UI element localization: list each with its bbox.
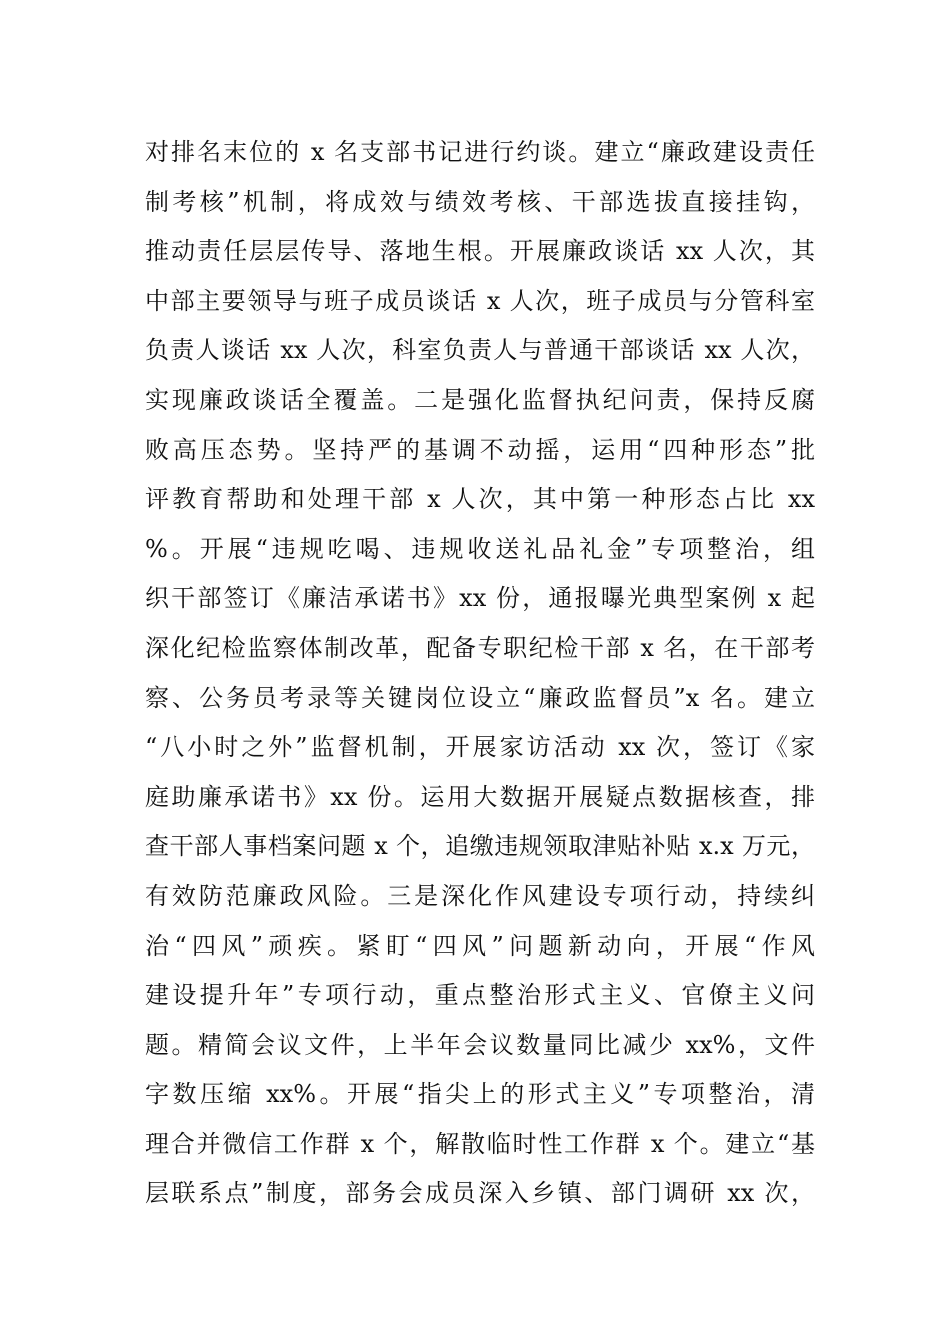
text-line: 对排名末位的 x 名支部书记进行约谈。建立“廉政建设责任 [145,138,815,166]
text-line: 题。精简会议文件，上半年会议数量同比减少 xx%，文件 [145,1030,815,1059]
text-line: 败高压态势。坚持严的基调不动摇，运用“四种形态”批 [145,435,815,464]
text-line: 有效防范廉政风险。三是深化作风建设专项行动，持续纠 [145,881,815,910]
text-line: 察、公务员考录等关键岗位设立“廉政监督员”x 名。建立 [145,683,815,712]
text-line: 负责人谈话 xx 人次，科室负责人与普通干部谈话 xx 人次， [145,336,815,365]
text-line: “八小时之外”监督机制，开展家访活动 xx 次，签订《家 [145,733,815,762]
text-line: 建设提升年”专项行动，重点整治形式主义、官僚主义问 [145,981,815,1010]
text-line: 查干部人事档案问题 x 个，追缴违规领取津贴补贴 x.x 万元， [145,832,815,861]
text-line: 字数压缩 xx%。开展“指尖上的形式主义”专项整治，清 [145,1080,815,1109]
text-line: %。开展“违规吃喝、违规收送礼品礼金”专项整治，组 [145,534,815,563]
text-line: 中部主要领导与班子成员谈话 x 人次，班子成员与分管科室 [145,286,815,315]
text-line: 织干部签订《廉洁承诺书》xx 份，通报曝光典型案例 x 起 [145,584,815,613]
text-line: 深化纪检监察体制改革，配备专职纪检干部 x 名，在干部考 [145,633,815,662]
text-line: 治“四风”顽疾。紧盯“四风”问题新动向，开展“作风 [145,931,815,960]
text-line: 实现廉政谈话全覆盖。二是强化监督执纪问责，保持反腐 [145,385,815,414]
body-text [145,128,815,1219]
text-line: 制考核”机制，将成效与绩效考核、干部选拔直接挂钩， [145,187,815,216]
text-line: 层联系点”制度，部务会成员深入乡镇、部门调研 xx 次， [145,1179,815,1208]
text-line: 理合并微信工作群 x 个，解散临时性工作群 x 个。建立“基 [145,1129,815,1158]
text-line: 评教育帮助和处理干部 x 人次，其中第一种形态占比 xx [145,485,815,514]
text-line: 推动责任层层传导、落地生根。开展廉政谈话 xx 人次，其 [145,237,815,266]
text-line: 庭助廉承诺书》xx 份。运用大数据开展疑点数据核查，排 [145,782,815,811]
